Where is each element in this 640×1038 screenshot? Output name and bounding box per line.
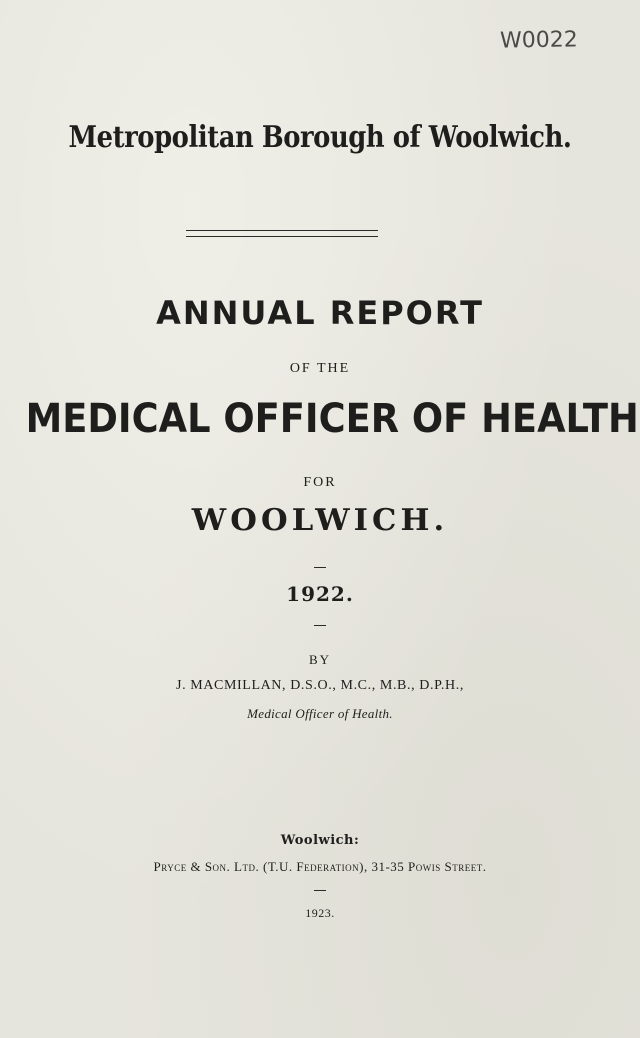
dash-divider	[314, 890, 326, 891]
by-label: BY	[308, 652, 332, 667]
double-rule-divider	[186, 230, 378, 237]
report-year: 1922.	[286, 582, 354, 606]
author-role: Medical Officer of Health.	[247, 706, 393, 721]
of-the-label: OF THE	[289, 361, 351, 376]
imprint-place: Woolwich:	[280, 833, 360, 848]
dash-divider	[314, 625, 326, 626]
borough-heading: Metropolitan Borough of Woolwich.	[68, 120, 572, 155]
archive-reference-number: W0022	[499, 27, 578, 54]
place-title: WOOLWICH.	[191, 503, 449, 538]
report-title: ANNUAL REPORT	[156, 294, 484, 332]
imprint-printer: Pryce & Son. Ltd. (T.U. Federation), 31-35 Powis Street.	[153, 859, 487, 874]
for-label: FOR	[303, 475, 337, 490]
imprint-year: 1923.	[305, 906, 335, 920]
office-title: MEDICAL OFFICER OF HEALTH	[25, 396, 639, 442]
author-name: J. MACMILLAN, D.S.O., M.C., M.B., D.P.H.,	[176, 678, 464, 693]
dash-divider	[314, 567, 326, 568]
